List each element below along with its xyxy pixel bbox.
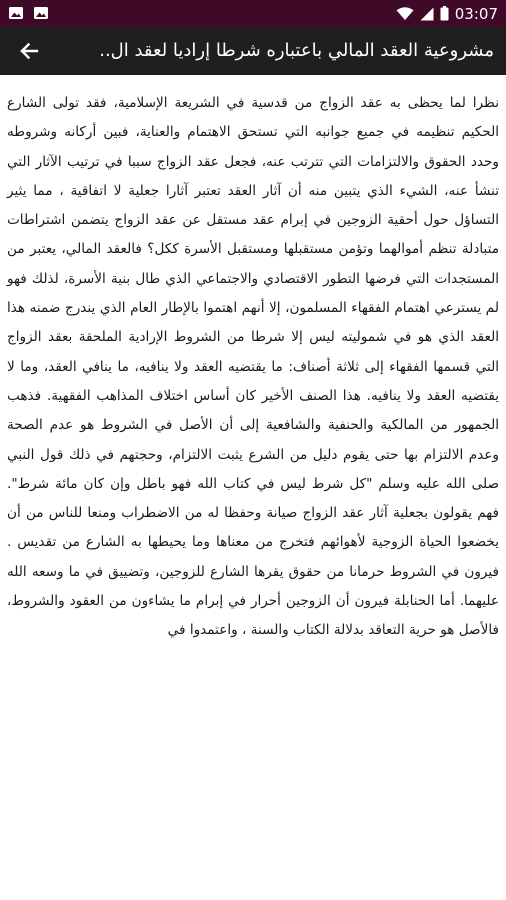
status-bar <box>0 0 506 27</box>
notification-icons <box>8 5 49 21</box>
back-button[interactable] <box>14 37 44 65</box>
arrow-back-icon <box>19 41 39 61</box>
status-time: 03:07 <box>454 4 498 23</box>
signal-icon <box>420 7 434 21</box>
article-content[interactable] <box>0 75 506 900</box>
battery-icon <box>440 6 449 21</box>
page-title: مشروعية العقد المالي باعتباره شرطا إراديا لعقد ال.. <box>99 40 494 61</box>
article-body-text: نظرا لما يحظى به عقد الزواج من قدسية في الشريعة الإسلامية، فقد تولى الشارع الحكيم تنظيمه في جميع جوانبه التي تستحق الاهتمام والعناية، فبين أركانه وشروطه وحدد الحقوق والالتزامات التي تترتب عنه، فجعل عقد الزواج سببا في ترتيب الآثار التي تنشأ عنه، الشيء الذي يتبين منه أن آثار العقد تعتبر آثارا جعلية لا اتفاقية ، مما يثير التساؤل حول أحقية الزوجين في إبرام عقد مستقل عن عقد الزواج يتضمن اشتراطات متبادلة تنظم أموالهما وتؤمن مستقبلها ومستقبل الأسرة ككل؟ فالعقد المالي، يعتبر من المستجدات التي فرضها التطور الاقتصادي والاجتماعي الذي طال بنية الأسرة، لذلك فهو لم يسترعي اهتمام الفقهاء المسلمون، إلا أنهم اهتموا بالإطار العام الذي يندرج ضمنه هذا العقد الذي هو في شموليته ليس إلا شرطا من الشروط الإرادية الملحقة بعقد الزواج التي قسمها الفقهاء إلى ثلاثة أصناف: ما يقتضيه العقد ولا ينافيه، ما ينافي العقد، وما لا يقتضيه العقد ولا ينافيه. هذا الصنف الأخير كان أساس اختلاف المذاهب الفقهية. فذهب الجمهور من المالكية والحنفية والشافعية إلى أن الأصل في الشروط هو عدم الصحة وعدم الالتزام بها حتى يقوم دليل من الشرع يثبت الالتزام، وحجتهم في ذلك قول النبي صلى الله عليه وسلم "كل شرط ليس في كتاب الله فهو باطل وإن كان مائة شرط". فهم يقولون بجعلية آثار عقد الزواج صيانة وحفظا له من الاضطراب ومنعا للناس من أن يخضعوا الحياة الزوجية لأهوائهم فتخرج من معناها وما يحيطها به الشارع من تقديس . فيرون في الشروط حرمانا من حقوق يقرها الشارع للزوجين، وتضييق في ما وسعه الله عليهما. أما الحنابلة فيرون أن الزوجين أحرار في إبرام ما يشاءون من العقود والشروط، فالأصل هو حرية التعاقد بدلالة الكتاب والسنة ، واعتمدوا في <box>7 95 499 639</box>
bottom-blank-area <box>0 838 506 900</box>
system-icons <box>396 0 498 27</box>
image-icon <box>33 5 49 21</box>
image-icon <box>8 5 24 21</box>
wifi-icon <box>396 7 414 21</box>
app-bar <box>0 27 506 75</box>
